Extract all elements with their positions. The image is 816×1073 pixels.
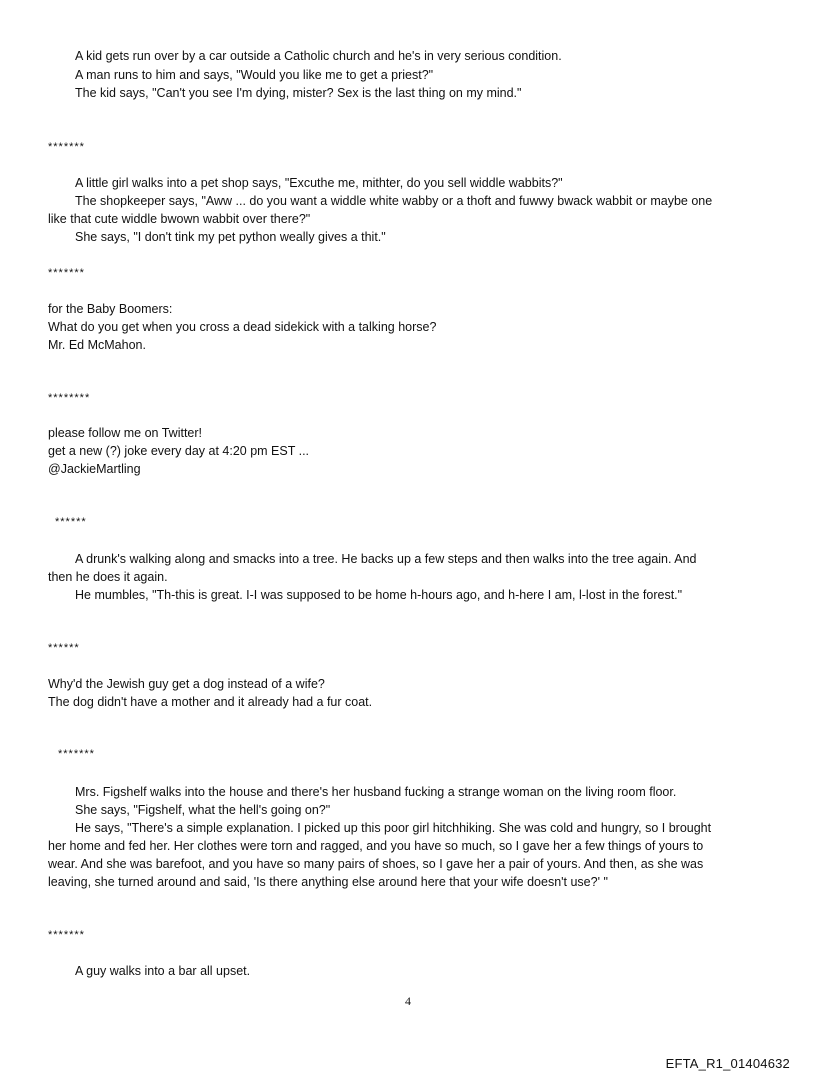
joke-6-line-6: leaving, she turned around and said, 'Is there anything else around here that your wife doesn't use?' " bbox=[48, 875, 608, 889]
joke-6-line-3: He says, "There's a simple explanation. I picked up this poor girl hitchhiking. She was cold and hungry, so I brought bbox=[75, 821, 712, 835]
joke-3-line-1: for the Baby Boomers: bbox=[48, 302, 173, 316]
separator-3: ******** bbox=[48, 392, 91, 404]
separator-4: ****** bbox=[55, 516, 87, 528]
joke-1-line-2: A man runs to him and says, "Would you like me to get a priest?" bbox=[75, 68, 434, 82]
separator-2: ******* bbox=[48, 267, 85, 279]
joke-2-line-4: She says, "I don't tink my pet python weally gives a thit." bbox=[75, 230, 386, 244]
joke-2-line-1: A little girl walks into a pet shop says, "Excuthe me, mithter, do you sell widdle wabbits?" bbox=[75, 176, 563, 190]
joke-6-line-2: She says, "Figshelf, what the hell's going on?" bbox=[75, 803, 331, 817]
joke-6-line-4: her home and fed her. Her clothes were torn and ragged, and you have so much, so I gave her a few things of yours to bbox=[48, 839, 704, 853]
joke-6-line-5: wear. And she was barefoot, and you have so many pairs of shoes, so I gave her a pair of yours. And then, as she was bbox=[48, 857, 704, 871]
joke-6-line-1: Mrs. Figshelf walks into the house and there's her husband fucking a strange woman on the living room floor. bbox=[75, 785, 677, 799]
joke-4-line-2: then he does it again. bbox=[48, 570, 168, 584]
joke-2-line-2: The shopkeeper says, "Aww ... do you want a widdle white wabby or a thoft and fuwwy bwack wabbit or maybe one bbox=[75, 194, 713, 208]
twitter-line-1: please follow me on Twitter! bbox=[48, 426, 203, 440]
joke-5-line-1: Why'd the Jewish guy get a dog instead of a wife? bbox=[48, 677, 325, 691]
joke-7-line-1: A guy walks into a bar all upset. bbox=[75, 964, 251, 978]
twitter-line-2: get a new (?) joke every day at 4:20 pm EST ... bbox=[48, 444, 310, 458]
separator-5: ****** bbox=[48, 642, 80, 654]
twitter-handle: @JackieMartling bbox=[48, 462, 141, 476]
joke-3-line-3: Mr. Ed McMahon. bbox=[48, 338, 146, 352]
separator-7: ******* bbox=[48, 929, 85, 941]
document-id: EFTA_R1_01404632 bbox=[665, 1056, 790, 1071]
joke-1-line-1: A kid gets run over by a car outside a Catholic church and he's in very serious condition. bbox=[75, 49, 562, 63]
separator-1: ******* bbox=[48, 141, 85, 153]
separator-6: ******* bbox=[58, 748, 95, 760]
joke-3-line-2: What do you get when you cross a dead sidekick with a talking horse? bbox=[48, 320, 437, 334]
joke-1-line-3: The kid says, "Can't you see I'm dying, mister? Sex is the last thing on my mind." bbox=[75, 86, 522, 100]
joke-5-line-2: The dog didn't have a mother and it already had a fur coat. bbox=[48, 695, 373, 709]
page-number: 4 bbox=[405, 994, 411, 1008]
joke-4-line-1: A drunk's walking along and smacks into a tree. He backs up a few steps and then walks into the tree again. And bbox=[75, 552, 697, 566]
joke-2-line-3: like that cute widdle bwown wabbit over there?" bbox=[48, 212, 311, 226]
joke-4-line-3: He mumbles, "Th-this is great. I-I was supposed to be home h-hours ago, and h-here I am, l-lost in the forest." bbox=[75, 588, 683, 602]
